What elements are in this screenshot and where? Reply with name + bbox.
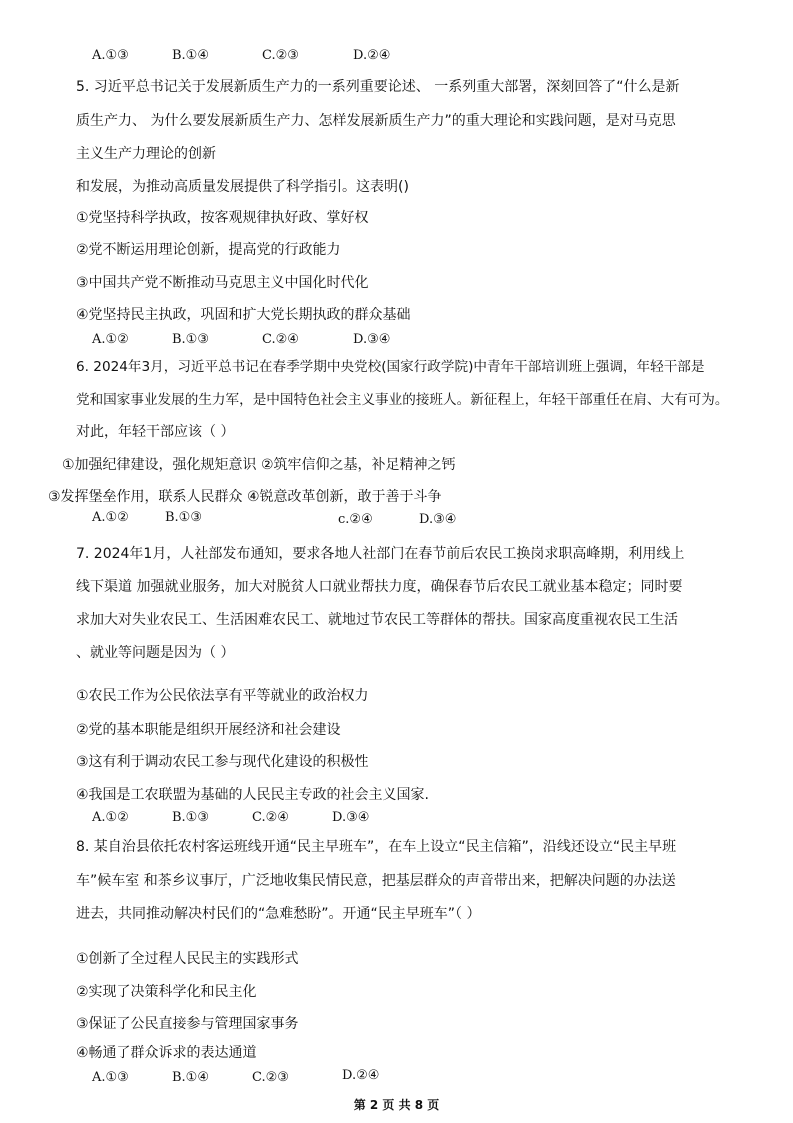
q6-stem-line: 对此，年轻干部应该（ ） <box>76 424 235 440</box>
q7-option-b: B.①③ <box>172 810 209 825</box>
q5-stem-line: 和发展，为推动高质量发展提供了科学指引。这表明() <box>76 179 409 195</box>
q7-stem-line: 线下渠道 加强就业服务，加大对脱贫人口就业帮扶力度，确保春节后农民工就业基本稳定；同时要 <box>76 579 683 595</box>
q8-item: ①创新了全过程人民民主的实践形式 <box>76 951 299 967</box>
q6-stem-line: 党和国家事业发展的生力军，是中国特色社会主义事业的接班人。新征程上，年轻干部重任在肩、大有可为。 <box>76 392 729 408</box>
q5-item: ③中国共产党不断推动马克思主义中国化时代化 <box>76 275 369 291</box>
q7-option-c: C.②④ <box>252 810 289 825</box>
q7-item: ④我国是工农联盟为基础的人民民主专政的社会主义国家. <box>76 787 429 803</box>
q6-item-row: ③发挥堡垒作用，联系人民群众 ④锐意改革创新，敢于善于斗争 <box>48 489 442 505</box>
q7-item: ③这有利于调动农民工参与现代化建设的积极性 <box>76 754 369 770</box>
q7-item: ①农民工作为公民依法享有平等就业的政治权力 <box>76 688 369 704</box>
q5-stem-line: 质生产力、 为什么要发展新质生产力、怎样发展新质生产力”的重大理论和实践问题，是对马克思 <box>76 113 676 129</box>
q5-option-a: A.①② <box>92 332 129 347</box>
q7-stem-line: 7. 2024年1月，人社部发布通知，要求各地人社部门在春节前后农民工换岗求职高峰期，利用线上 <box>76 546 685 562</box>
q8-stem-line: 8. 某自治县依托农村客运班线开通“民主早班车”，在车上设立“民主信箱”，沿线还设立“民主早班 <box>76 839 677 855</box>
q5-item: ①党坚持科学执政，按客观规律执好政、掌好权 <box>76 210 369 226</box>
q6-option-a: A.①② <box>92 510 129 525</box>
q7-option-d: D.③④ <box>332 810 370 825</box>
q6-option-c: c.②④ <box>338 512 373 527</box>
q5-stem-line: 5. 习近平总书记关于发展新质生产力的一系列重要论述、 一系列重大部署，深刻回答了“什么是新 <box>76 79 680 95</box>
q8-stem-line: 车”候车室 和茶乡议事厅，广泛地收集民情民意，把基层群众的声音带出来，把解决问题的办法送 <box>76 873 676 889</box>
q4-option-b: B.①④ <box>172 48 209 63</box>
page-number: 第 2 页 共 8 页 <box>353 1098 440 1112</box>
q5-option-b: B.①③ <box>172 332 209 347</box>
q5-stem-line: 主义生产力理论的创新 <box>76 146 216 162</box>
q5-item: ④党坚持民主执政，巩固和扩大党长期执政的群众基础 <box>76 307 411 323</box>
q6-item-row: ①加强纪律建设，强化规矩意识 ②筑牢信仰之基，补足精神之钙 <box>62 457 456 473</box>
q4-option-a: A.①③ <box>92 48 129 63</box>
q4-option-d: D.②④ <box>353 48 391 63</box>
q6-stem-line: 6. 2024年3月，习近平总书记在春季学期中央党校(国家行政学院)中青年干部培训班上强调，年轻干部是 <box>76 359 705 375</box>
q6-option-d: D.③④ <box>419 512 457 527</box>
q8-item: ②实现了决策科学化和民主化 <box>76 984 257 1000</box>
q7-stem-line: 、就业等问题是因为（ ） <box>76 645 235 661</box>
q8-item: ③保证了公民直接参与管理国家事务 <box>76 1016 299 1032</box>
q5-option-d: D.③④ <box>353 332 391 347</box>
q8-stem-line: 进去，共同推动解决村民们的“急难愁盼”。开通“民主早班车”（ ） <box>76 906 481 922</box>
q8-option-c: C.②③ <box>252 1070 289 1085</box>
q7-stem-line: 求加大对失业农民工、生活困难农民工、就地过节农民工等群体的帮扶。国家高度重视农民工生活 <box>76 612 678 628</box>
q8-option-d: D.②④ <box>342 1068 380 1083</box>
q7-option-a: A.①② <box>92 810 129 825</box>
q4-option-c: C.②③ <box>262 48 299 63</box>
q5-item: ②党不断运用理论创新，提高党的行政能力 <box>76 242 341 258</box>
q5-option-c: C.②④ <box>262 332 299 347</box>
q6-option-b: B.①③ <box>165 510 202 525</box>
q7-item: ②党的基本职能是组织开展经济和社会建设 <box>76 722 341 738</box>
q8-item: ④畅通了群众诉求的表达通道 <box>76 1045 257 1061</box>
q8-option-a: A.①③ <box>92 1070 129 1085</box>
q8-option-b: B.①④ <box>172 1070 209 1085</box>
